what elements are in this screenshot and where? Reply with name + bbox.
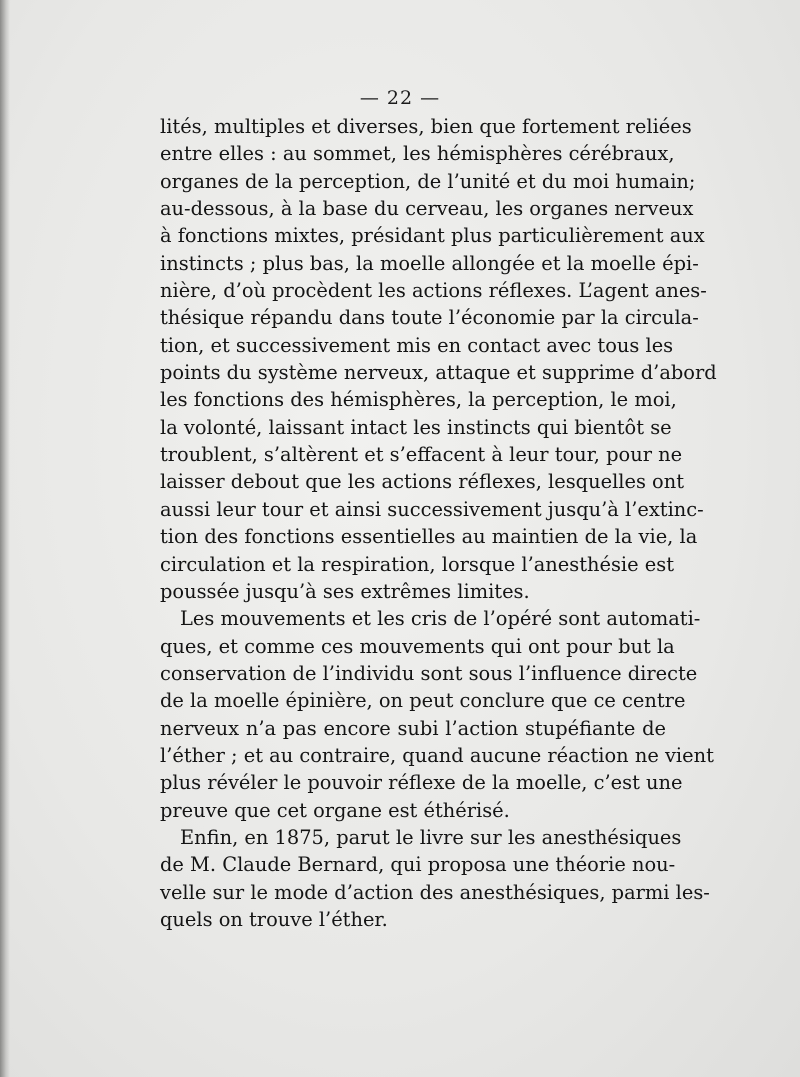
text-line: circulation et la respiration, lorsque l’anesthésie est <box>160 552 674 576</box>
text-line: ques, et comme ces mouvements qui ont pour but la <box>160 634 675 658</box>
text-line: troublent, s’altèrent et s’effacent à leur tour, pour ne <box>160 443 683 467</box>
text-line: preuve que cet organe est éthérisé. <box>160 798 510 822</box>
text-line: tion, et successivement mis en contact avec tous les <box>160 333 674 357</box>
text-line: organes de la perception, de l’unité et du moi humain; <box>160 169 696 193</box>
text-line: plus révéler le pouvoir réflexe de la moelle, c’est une <box>160 771 683 795</box>
text-line: au-dessous, à la base du cerveau, les organes nerveux <box>160 197 694 221</box>
paragraph-1 <box>160 113 717 605</box>
text-line: l’éther ; et au contraire, quand aucune réaction ne vient <box>160 743 714 767</box>
text-line: velle sur le mode d’action des anesthésiques, parmi les- <box>160 880 710 904</box>
text-line: de la moelle épinière, on peut conclure que ce centre <box>160 689 686 713</box>
text-line: points du système nerveux, attaque et supprime d’abord <box>160 361 717 385</box>
text-line: les fonctions des hémisphères, la perception, le moi, <box>160 388 677 412</box>
text-line: instincts ; plus bas, la moelle allongée et la moelle épi- <box>160 251 699 275</box>
body-text <box>160 113 717 933</box>
text-line: poussée jusqu’à ses extrêmes limites. <box>160 579 530 603</box>
text-line: entre elles : au sommet, les hémisphères cérébraux, <box>160 142 675 166</box>
text-line: à fonctions mixtes, présidant plus particulièrement aux <box>160 224 705 248</box>
text-line: quels on trouve l’éther. <box>160 907 388 931</box>
text-line: lités, multiples et diverses, bien que fortement reliées <box>160 115 692 138</box>
text-line: conservation de l’individu sont sous l’influence directe <box>160 661 698 685</box>
paragraph-3 <box>160 824 710 933</box>
paragraph-2 <box>160 605 714 824</box>
text-line: la volonté, laissant intact les instincts qui bientôt se <box>160 415 672 439</box>
page-number: — 22 — <box>359 87 441 109</box>
text-line: nière, d’où procèdent les actions réflexes. L’agent anes- <box>160 279 707 303</box>
text-line: Les mouvements et les cris de l’opéré sont automati- <box>180 607 701 631</box>
text-line: nerveux n’a pas encore subi l’action stupéfiante de <box>160 716 666 740</box>
text-line: Enfin, en 1875, parut le livre sur les anesthésiques <box>180 825 682 849</box>
text-line: aussi leur tour et ainsi successivement jusqu’à l’extinc- <box>160 497 704 521</box>
text-line: tion des fonctions essentielles au maintien de la vie, la <box>160 525 698 549</box>
text-line: de M. Claude Bernard, qui proposa une théorie nou- <box>160 853 676 877</box>
text-line: laisser debout que les actions réflexes, lesquelles ont <box>160 470 685 494</box>
text-line: thésique répandu dans toute l’économie par la circula- <box>160 306 699 330</box>
binding-shadow <box>0 0 10 1077</box>
